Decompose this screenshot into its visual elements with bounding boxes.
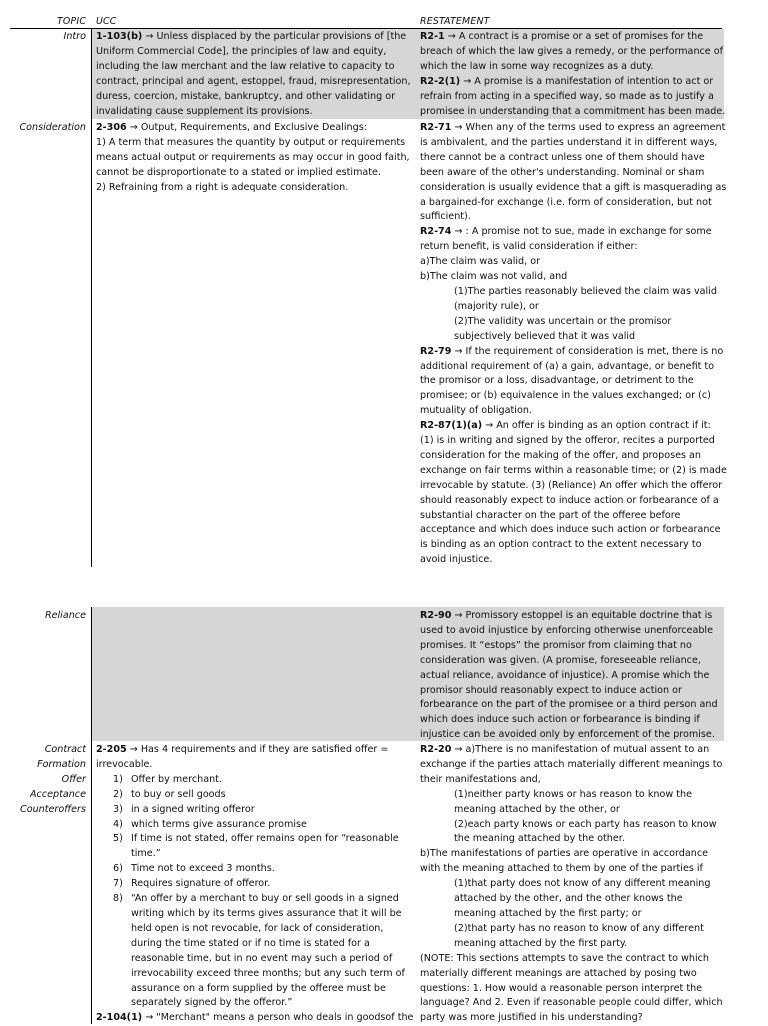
list-item: 7) Requires signature of offeror.	[113, 878, 271, 890]
list-item: 6) Time not to exceed 3 months.	[113, 863, 275, 875]
list-item: 3) in a signed writing offeror	[113, 803, 255, 815]
restatement-cite: R2-90	[420, 610, 452, 621]
ucc-consideration: 2-306 → Output, Requirements, and Exclusive Dealings: 1) A term that measures the quantity by output or requirements means actual output or requirements as may occur in good faith, cannot be disproportionate to a stated or implied estimate. 2) Refraining from a right is adequate consideration.	[96, 122, 410, 193]
header-ucc: UCC	[96, 16, 117, 27]
header-topic: TOPIC	[57, 16, 87, 27]
requirements-list	[96, 773, 413, 1012]
restatement-cite: R2-71	[420, 122, 452, 133]
list-item: 2) to buy or sell goods	[113, 788, 226, 800]
restatement-cite: R2-1	[420, 31, 445, 42]
restatement-cite: R2-74	[420, 226, 452, 238]
header-restatement: RESTATEMENT	[420, 16, 490, 27]
ucc-cite: 1-103(b)	[96, 31, 143, 42]
restatement-cite: R2-79	[420, 345, 452, 357]
list-item: 4) which terms give assurance promise	[113, 818, 307, 830]
topic-reliance: Reliance	[44, 610, 86, 621]
ucc-cite: 2-306	[96, 122, 127, 133]
list-item: 5) If time is not stated, offer remains open for “reasonable time.”	[113, 833, 399, 860]
ucc-cite: 2-205	[96, 744, 127, 755]
ucc-cite: 2-104(1)	[96, 1012, 143, 1024]
restatement-cite: R2-2(1)	[420, 75, 461, 87]
restatement-reliance: R2-90 → Promissory estoppel is an equitable doctrine that is used to avoid injustice by enforcing otherwise unenforceable promises. It “estops” the promisor from claiming that no consideration was given. (A promise, foreseeable reliance, actual reliance, avoidance of injustice). A promise which the promisor should reasonably expect to induce action or forbearance on the part of the promisee or a third person and which does induce such action or forbearance is binding if injustice can be avoided only by enforcement of the promise.	[420, 610, 718, 741]
ucc-intro: 1-103(b) → Unless displaced by the particular provisions of [the Uniform Commercial Code], the principles of law and equity, including the law merchant and the law relative to capacity to contract, principal and agent, estoppel, fraud, misrepresentation, duress, coercion, mistake, bankruptcy, and other validating or invalidating cause supplement its provisions.	[96, 31, 411, 117]
restatement-cite: R2-87(1)(a)	[420, 420, 483, 432]
topic-intro: Intro	[63, 31, 86, 42]
restatement-intro: R2-1 → A contract is a promise or a set of promises for the breach of which the law gives a remedy, or the performance of which the law in some way recognizes as a duty. R2-2(1) → A promise is a manifestation of intention to act or refrain from acting in a specified way, so made as to justify a promisee in understanding that a commitment has been made.	[420, 31, 726, 117]
restatement-consideration: R2-71 → When any of the terms used to express an agreement is ambivalent, and the parties understand it in different ways, there cannot be a contract unless one of them should have been aware of the other's understanding. Nominal or sham consideration is usually evidence that a gift is masquerading as a bargained-for exchange (i.e. form of consideration, but not sufficient). R2-74 → : A promise not to sue, made in exchange for some return benefit, is valid consideration if either: a)The claim was valid, or b)The claim was not valid, and (1)The parties reasonably believed the claim was valid (majority rule), or (2)The validity was uncertain or the promisor subjectively believed that it was valid R2-79 → If the requirement of consideration is met, there is no additional requirement of (a) a gain, advantage, or benefit to the promisor or a loss, disadvantage, or detriment to the promisee; or (b) equivalence in the values exchanged; or (c) mutuality of obligation. R2-87(1)(a) → An offer is binding as an option contract if it: (1) is in writing and signed by the offeror, recites a purported consideration for the making of the offer, and proposes an exchange on fair terms within a reasonable time; or (2) is made irrevocable by statute. (3) (Reliance) An offer which the offeror should reasonably expect to induce action or forbearance of a substantial character on the part of the offeree before acceptance and which does induce such action or forbearance is binding as an option contract to the extent necessary to avoid injustice.	[420, 122, 727, 566]
column-divider-upper	[91, 29, 92, 567]
ucc-formation: 2-205 → Has 4 requirements and if they are satisfied offer = irrevocable. 1) Offer by merchant. 2) to buy or sell goods 3) in a signed writing offeror 4) which terms give assurance promise 5) If time is not stated, offer remains open for “reasonable time.” 6) Time not to exceed 3 months. 7) Requires signature of offeror. 8) “An offer by a merchant to buy or sell goods in a signed writing which by its terms gives assurance that it will be held open is not revocable, for lack of consideration, during the time stated or if no time is stated for a reasonable time, but in no event may such a period of irrevocability exceed three months; but any such term of assurance on a form supplied by the offeree must be separately signed by the offeror.” 2-104(1) → "Merchant" means a person who deals in goodsof the	[96, 744, 414, 1024]
restatement-cite: R2-20	[420, 744, 452, 755]
topic-contract-formation: Contract Formation Offer Acceptance Counteroffers	[20, 744, 86, 815]
list-item: 1) Offer by merchant.	[113, 773, 222, 785]
column-divider-lower	[91, 607, 92, 1024]
restatement-formation: R2-20 → a)There is no manifestation of mutual assent to an exchange if the parties attach materially different meanings to their manifestations and, (1)neither party knows or has reason to know the meaning attached by the other, or (2)each party knows or each party has reason to know the meaning attached by the other. b)The manifestations of parties are operative in accordance with the meaning attached to them by one of the parties if (1)that party does not know of any different meaning attached by the other, and the other knows the meaning attached by the first party; or (2)that party has no reason to know of any different meaning attached by the first party. (NOTE: This sections attempts to save the contract to which materially different meanings are attached by posing two questions: 1. How would a reasonable person interpret the language? And 2. Even if reasonable people could differ, which party was more justified in his understanding?	[420, 744, 723, 1024]
topic-consideration: Consideration	[19, 122, 86, 133]
list-item: 8) “An offer by a merchant to buy or sell goods in a signed writing which by its terms gives assurance that it will be held open is not revocable, for lack of consideration, during the time stated or if no time is stated for a reasonable time, but in no event may such a period of irrevocability exceed three months; but any such term of assurance on a form supplied by the offeree must be separately signed by the offeror.”	[113, 893, 405, 1009]
